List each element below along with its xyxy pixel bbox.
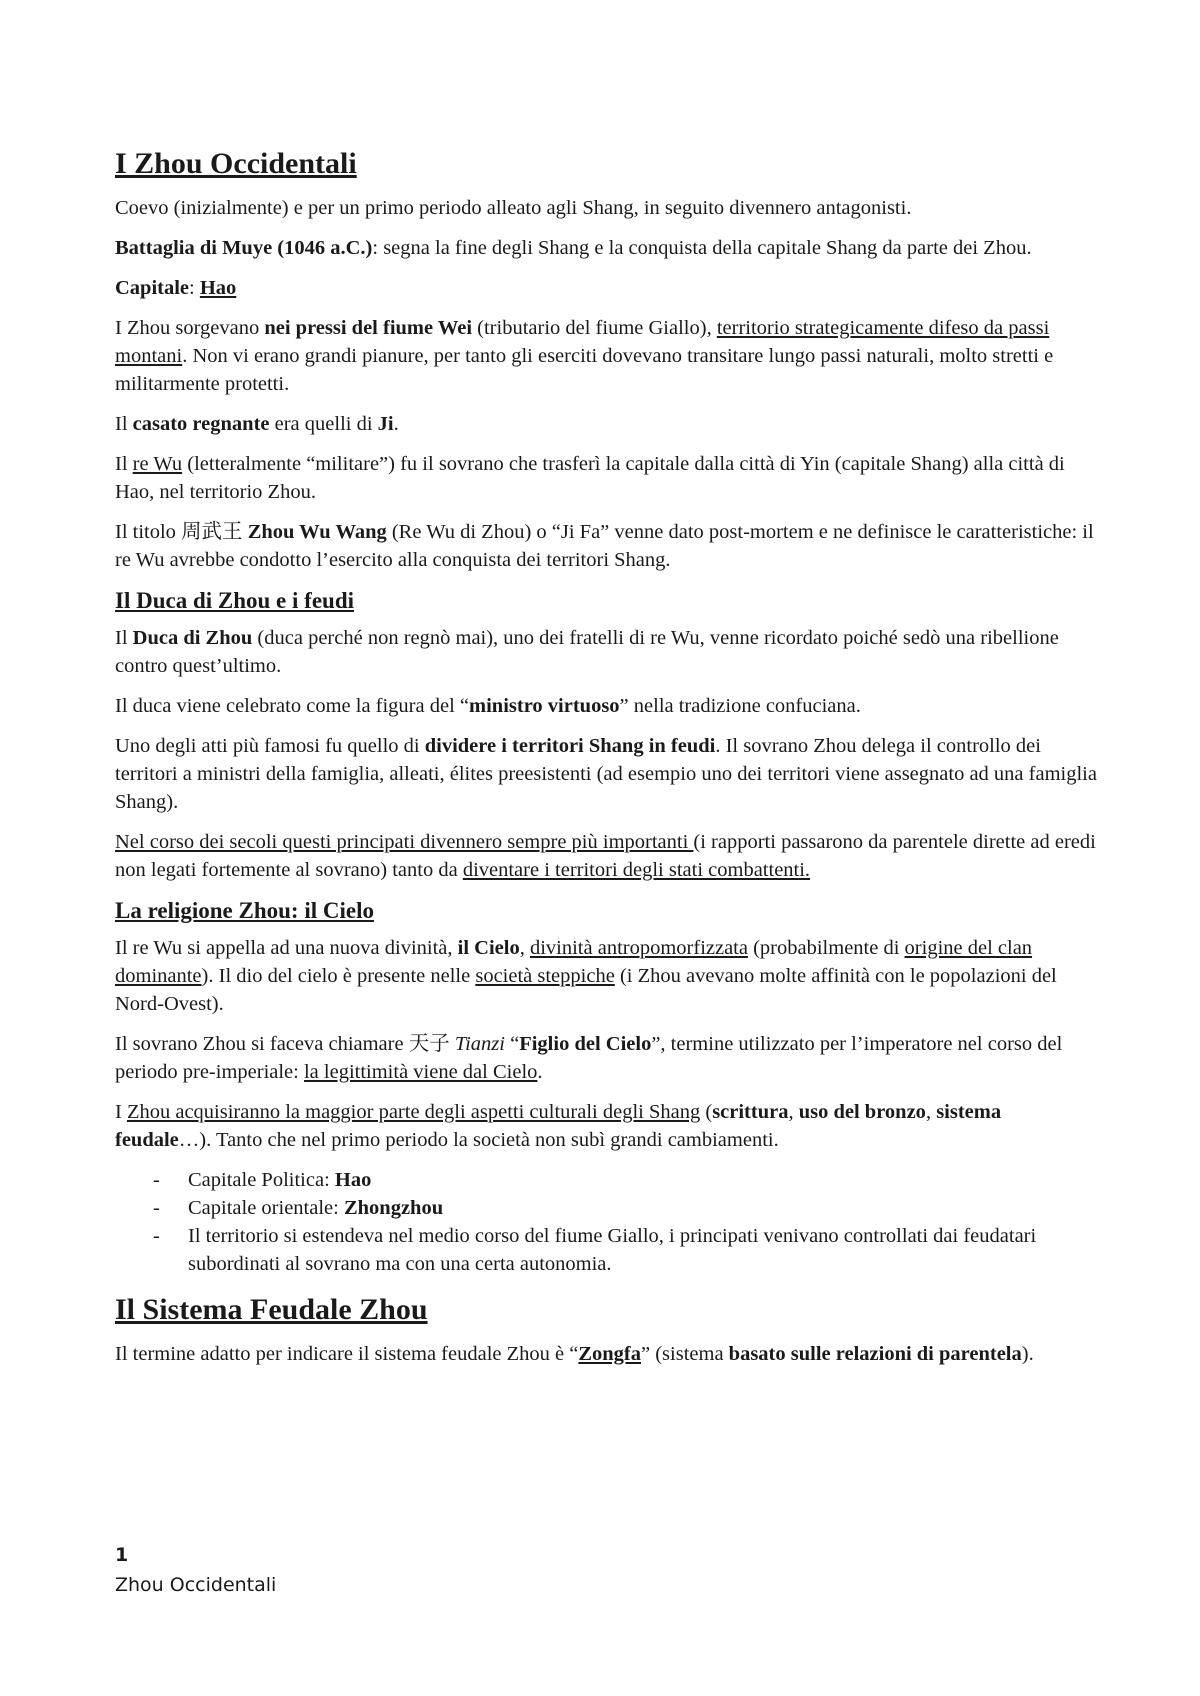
paragraph-tianzi bbox=[115, 1030, 1100, 1086]
bold-text: Ji bbox=[377, 413, 394, 435]
paragraph-principati bbox=[115, 828, 1100, 884]
text: . Non vi erano grandi pianure, per tanto gli eserciti dovevano transitare lungo passi naturali, molto stretti e militarmente protetti. bbox=[115, 345, 1054, 395]
section-title-sistema-feudale: Il Sistema Feudale Zhou bbox=[115, 1293, 428, 1326]
underlined-text: territorio strategicamente difeso da passi montani bbox=[115, 317, 1050, 367]
text: Il re Wu si appella ad una nuova divinità, bbox=[115, 937, 458, 959]
capitals-list bbox=[115, 1166, 1100, 1278]
bold-text: Zhongzhou bbox=[343, 1197, 444, 1219]
dash-bullet: - bbox=[153, 1197, 160, 1219]
dash-bullet: - bbox=[153, 1169, 160, 1191]
text: ”, termine utilizzato per l’imperatore nel corso del periodo pre-imperiale: bbox=[115, 1033, 1063, 1083]
text: Il termine adatto per indicare il sistema feudale Zhou è “ bbox=[115, 1343, 579, 1365]
text: : segna la fine degli Shang e la conquista della capitale Shang da parte dei Zhou. bbox=[372, 237, 1032, 259]
paragraph-feudi bbox=[115, 732, 1100, 816]
underlined-text: diventare i territori degli stati combattenti. bbox=[462, 859, 811, 881]
underlined-text: la legittimità viene dal Cielo bbox=[303, 1061, 538, 1083]
underlined-text: Zhou acquisiranno la maggior parte degli aspetti culturali degli Shang bbox=[126, 1101, 701, 1123]
text: (tributario del fiume Giallo), bbox=[472, 317, 717, 339]
dash-bullet: - bbox=[153, 1225, 160, 1247]
list-item bbox=[115, 1222, 1100, 1278]
paragraph-casato bbox=[115, 410, 1100, 438]
text: Il sovrano Zhou si faceva chiamare bbox=[115, 1033, 409, 1055]
paragraph-titolo bbox=[115, 518, 1100, 574]
section-title-religione-zhou: La religione Zhou: il Cielo bbox=[115, 898, 374, 923]
text: (Re Wu di Zhou) o “Ji Fa” venne dato post-mortem e ne definisce le caratteristiche: il re Wu avrebbe condotto l’esercito alla conquista dei territori Shang. bbox=[115, 521, 1094, 571]
paragraph-fiume-wei bbox=[115, 314, 1100, 398]
paragraph-aspetti-culturali bbox=[115, 1098, 1100, 1154]
text: ” (sistema bbox=[641, 1343, 729, 1365]
paragraph-zongfa bbox=[115, 1340, 1100, 1368]
text: Capitale Politica: bbox=[188, 1169, 335, 1191]
underlined-text: re Wu bbox=[132, 453, 183, 475]
text: “ bbox=[504, 1033, 520, 1055]
bold-text: Hao bbox=[334, 1169, 372, 1191]
page-number: 1 bbox=[115, 1544, 129, 1566]
bold-text: Figlio del Cielo bbox=[519, 1033, 652, 1055]
section-title-duca-di-zhou: Il Duca di Zhou e i feudi bbox=[115, 588, 354, 613]
bold-text: basato sulle relazioni di parentela bbox=[728, 1343, 1022, 1365]
section-title-zhou-occidentali: I Zhou Occidentali bbox=[115, 147, 357, 180]
text: ( bbox=[700, 1101, 713, 1123]
text: . Il sovrano Zhou delega il controllo dei territori a ministri della famiglia, alleati, élites preesistenti (ad esempio uno dei territori viene assegnato ad una famiglia Shang). bbox=[115, 735, 1097, 813]
list-item bbox=[115, 1166, 1100, 1194]
text: Il titolo bbox=[115, 521, 182, 543]
text: era quelli di bbox=[269, 413, 378, 435]
text: (probabilmente di bbox=[747, 937, 905, 959]
text: Il bbox=[115, 413, 133, 435]
text: I bbox=[115, 1101, 127, 1123]
text: Uno degli atti più famosi fu quello di bbox=[115, 735, 425, 757]
running-title: Zhou Occidentali bbox=[115, 1574, 277, 1596]
bold-text: Capitale bbox=[115, 277, 190, 299]
bold-text: scrittura bbox=[712, 1101, 789, 1123]
text: : bbox=[189, 277, 200, 299]
bold-text: sistema feudale bbox=[115, 1101, 1002, 1151]
text: (i Zhou avevano molte affinità con le popolazioni del Nord-Ovest). bbox=[115, 965, 1057, 1015]
paragraph-intro bbox=[115, 194, 1100, 222]
text: …). Tanto che nel primo periodo la società non subì grandi cambiamenti. bbox=[178, 1129, 779, 1151]
italic-text: Tianzi bbox=[449, 1033, 505, 1055]
paragraph-battaglia-muye bbox=[115, 234, 1100, 262]
text: ). bbox=[1021, 1343, 1034, 1365]
text: . bbox=[393, 413, 399, 435]
underlined-text: divinità antropomorfizzata bbox=[529, 937, 748, 959]
paragraph-cielo bbox=[115, 934, 1100, 1018]
text: Il bbox=[115, 453, 133, 475]
text: ” nella tradizione confuciana. bbox=[619, 695, 861, 717]
chinese-characters: 周武王 bbox=[181, 521, 243, 543]
text: I Zhou sorgevano bbox=[115, 317, 265, 339]
text: . bbox=[537, 1061, 543, 1083]
text: (i rapporti passarono da parentele dirette ad eredi non legati fortemente al sovrano) tanto da bbox=[115, 831, 1096, 881]
document-page bbox=[115, 140, 1100, 1380]
text: , bbox=[925, 1101, 937, 1123]
text: Il duca viene celebrato come la figura del “ bbox=[115, 695, 470, 717]
underlined-text: società steppiche bbox=[475, 965, 615, 987]
bold-text: Duca di Zhou bbox=[132, 627, 253, 649]
bold-underlined-text: Hao bbox=[199, 277, 237, 299]
paragraph-duca bbox=[115, 624, 1100, 680]
bold-text: ministro virtuoso bbox=[469, 695, 620, 717]
bold-text: Zhou Wu Wang bbox=[242, 521, 387, 543]
text: , bbox=[519, 937, 530, 959]
bold-text: il Cielo bbox=[457, 937, 520, 959]
paragraph-capitale bbox=[115, 274, 1100, 302]
bold-text: nei pressi del fiume Wei bbox=[264, 317, 473, 339]
bold-text: uso del bronzo bbox=[798, 1101, 926, 1123]
text: Il territorio si estendeva nel medio corso del fiume Giallo, i principati venivano controllati dai feudatari subordinati al sovrano ma con una certa autonomia. bbox=[188, 1225, 1037, 1275]
page-footer bbox=[115, 1540, 276, 1600]
bold-text: Battaglia di Muye (1046 a.C.) bbox=[115, 237, 373, 259]
text: Il bbox=[115, 627, 133, 649]
bold-text: dividere i territori Shang in feudi bbox=[424, 735, 716, 757]
bold-underlined-text: Zongfa bbox=[578, 1343, 641, 1365]
chinese-characters: 天子 bbox=[408, 1033, 450, 1055]
text: , bbox=[788, 1101, 799, 1123]
bold-text: casato regnante bbox=[132, 413, 270, 435]
text: (letteralmente “militare”) fu il sovrano che trasferì la capitale dalla città di Yin (capitale Shang) alla città di Hao, nel territorio Zhou. bbox=[115, 453, 1065, 503]
underlined-text: origine del clan dominante bbox=[115, 937, 1033, 987]
text: (duca perché non regnò mai), uno dei fratelli di re Wu, venne ricordato poiché sedò una ribellione contro quest’ultimo. bbox=[115, 627, 1059, 677]
text: Coevo (inizialmente) e per un primo periodo alleato agli Shang, in seguito divennero antagonisti. bbox=[115, 197, 912, 219]
list-item bbox=[115, 1194, 1100, 1222]
underlined-text: Nel corso dei secoli questi principati divennero sempre più importanti bbox=[115, 831, 694, 853]
paragraph-ministro-virtuoso bbox=[115, 692, 1100, 720]
text: Capitale orientale: bbox=[188, 1197, 344, 1219]
paragraph-re-wu bbox=[115, 450, 1100, 506]
text: ). Il dio del cielo è presente nelle bbox=[201, 965, 476, 987]
